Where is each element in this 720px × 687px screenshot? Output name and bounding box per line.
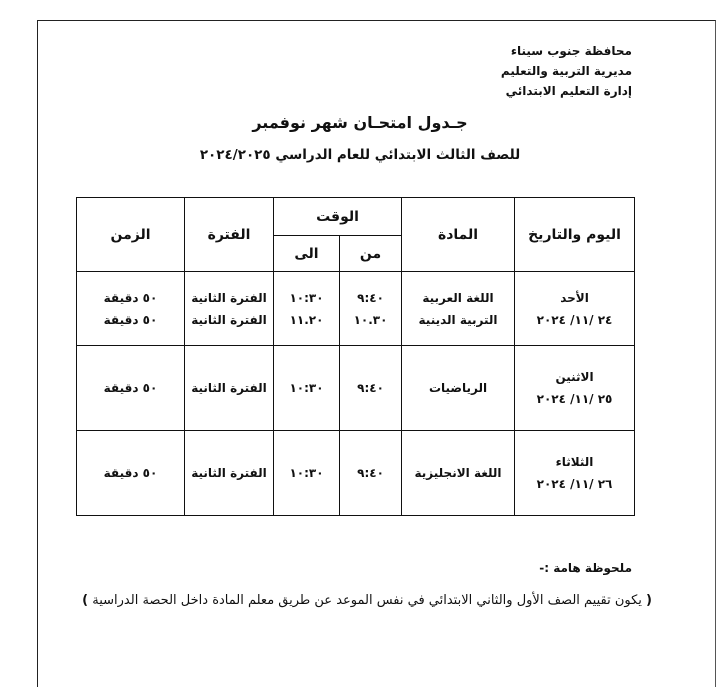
day-date-cell	[515, 272, 635, 346]
open-paren: (	[646, 593, 652, 608]
day-label: الأحد	[560, 290, 589, 305]
to-cell	[274, 272, 340, 346]
header-subject: المادة	[402, 198, 515, 272]
duration-cell: ٥٠ دقيقة	[77, 346, 185, 431]
from-time: ٩:٤٠	[357, 290, 384, 305]
duration-label: ٥٠ دقيقة	[103, 290, 158, 305]
duration-cell: ٥٠ دقيقة	[77, 431, 185, 516]
period-cell	[185, 272, 274, 346]
table-row	[77, 272, 635, 346]
header-duration: الزمن	[77, 198, 185, 272]
from-cell: ٩:٤٠	[340, 431, 402, 516]
day-label: الثلاثاء	[555, 455, 594, 469]
table-row	[77, 346, 635, 431]
from-cell	[340, 272, 402, 346]
to-cell: ١٠:٣٠	[274, 346, 340, 431]
date-label: ٢٤ /١١/ ٢٠٢٤	[536, 312, 613, 327]
period-label: الفترة الثانية	[191, 290, 267, 305]
table-header-row	[77, 198, 635, 236]
administration-label: إدارة التعليم الابتدائي	[505, 84, 632, 98]
exam-schedule-table	[76, 197, 635, 516]
header-time: الوقت	[274, 198, 402, 236]
header-period: الفترة	[185, 198, 274, 272]
date-label: ٢٦ /١١/ ٢٠٢٤	[536, 477, 613, 491]
letterhead	[501, 41, 632, 101]
day-date-cell	[515, 431, 635, 516]
subject-cell: اللغة الانجليزية	[402, 431, 515, 516]
header-to: الى	[274, 236, 340, 272]
note-text-line	[82, 593, 652, 608]
day-date-cell	[515, 346, 635, 431]
header-day-date: اليوم والتاريخ	[515, 198, 635, 272]
duration-label: ٥٠ دقيقة	[103, 312, 158, 327]
day-label: الاثنين	[555, 370, 594, 384]
subject-cell	[402, 272, 515, 346]
close-paren: )	[82, 593, 89, 608]
table-row	[77, 431, 635, 516]
subject-cell: الرياضيات	[402, 346, 515, 431]
to-time: ١٠:٣٠	[289, 290, 324, 305]
from-time: ١٠.٣٠	[353, 312, 388, 327]
to-time: ١١.٢٠	[289, 312, 324, 327]
note-text: يكون تقييم الصف الأول والثاني الابتدائي في نفس الموعد عن طريق معلم المادة داخل الحصة الدراسية	[92, 593, 642, 608]
date-label: ٢٥ /١١/ ٢٠٢٤	[536, 392, 613, 406]
directorate-label: مديرية التربية والتعليم	[500, 64, 632, 78]
governorate-label: محافظة جنوب سيناء	[510, 44, 632, 58]
subject-label: التربية الدينية	[418, 312, 498, 327]
note-title: ملحوظة هامة :-	[539, 561, 632, 575]
document-title: جـدول امتحـان شهر نوفمبر	[252, 113, 468, 132]
period-cell: الفترة الثانية	[185, 346, 274, 431]
header-from: من	[340, 236, 402, 272]
subject-label: اللغة العربية	[422, 290, 494, 305]
to-cell: ١٠:٣٠	[274, 431, 340, 516]
duration-cell	[77, 272, 185, 346]
document-subtitle: للصف الثالث الابتدائي للعام الدراسي ٢٠٢٤/٢٠٢٥	[199, 147, 521, 163]
period-label: الفترة الثانية	[191, 312, 267, 327]
from-cell: ٩:٤٠	[340, 346, 402, 431]
period-cell: الفترة الثانية	[185, 431, 274, 516]
